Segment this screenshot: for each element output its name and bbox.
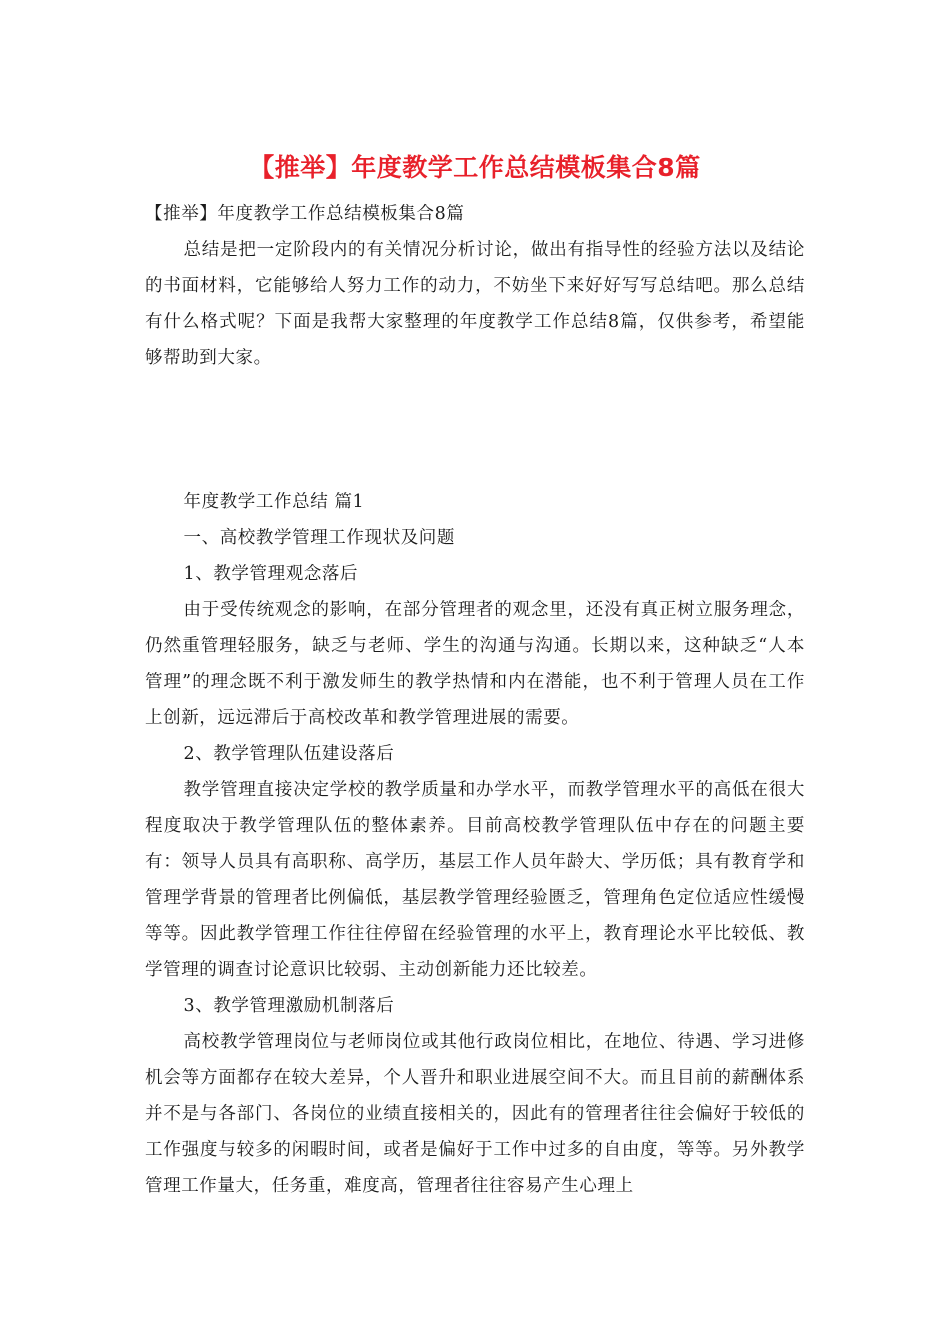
document-body bbox=[145, 196, 805, 1204]
item-heading: 3、教学管理激励机制落后 bbox=[183, 996, 395, 1016]
item-paragraph: 高校教学管理岗位与老师岗位或其他行政岗位相比，在地位、待遇、学习进修机会等方面都存在较大差异，个人晋升和职业进展空间不大。而且目前的薪酬体系并不是与各部门、各岗位的业绩直接相关的，因此有的管理者往往会偏好于较低的工作强度与较多的闲暇时间，或者是偏好于工作中过多的自由度，等等。另外教学管理工作量大，任务重，难度高，管理者往往容易产生心理上 bbox=[145, 1032, 805, 1196]
document-title: 【推举】年度教学工作总结模板集合8篇 bbox=[249, 153, 701, 182]
intro-paragraph: 总结是把一定阶段内的有关情况分析讨论，做出有指导性的经验方法以及结论的书面材料，它能够给人努力工作的动力，不妨坐下来好好写写总结吧。那么总结有什么格式呢？下面是我帮大家整理的年度教学工作总结8篇，仅供参考，希望能够帮助到大家。 bbox=[145, 240, 805, 368]
document-subtitle: 【推举】年度教学工作总结模板集合8篇 bbox=[145, 204, 465, 224]
section-gap bbox=[145, 376, 805, 484]
item-paragraph: 教学管理直接决定学校的教学质量和办学水平，而教学管理水平的高低在很大程度取决于教学管理队伍的整体素养。目前高校教学管理队伍中存在的问题主要有：领导人员具有高职称、高学历，基层工作人员年龄大、学历低；具有教育学和管理学背景的管理者比例偏低，基层教学管理经验匮乏，管理角色定位适应性缓慢等等。因此教学管理工作往往停留在经验管理的水平上，教育理论水平比较低、教学管理的调查讨论意识比较弱、主动创新能力还比较差。 bbox=[145, 780, 805, 980]
item-heading: 1、教学管理观念落后 bbox=[183, 564, 359, 584]
item-heading: 2、教学管理队伍建设落后 bbox=[183, 744, 395, 764]
part-heading: 一、高校教学管理工作现状及问题 bbox=[183, 528, 455, 548]
item-paragraph: 由于受传统观念的影响，在部分管理者的观念里，还没有真正树立服务理念，仍然重管理轻服务，缺乏与老师、学生的沟通与沟通。长期以来，这种缺乏“人本管理”的理念既不利于激发师生的教学热情和内在潜能，也不利于管理人员在工作上创新，远远滞后于高校改革和教学管理进展的需要。 bbox=[145, 600, 805, 728]
section-heading: 年度教学工作总结 篇1 bbox=[183, 492, 365, 512]
